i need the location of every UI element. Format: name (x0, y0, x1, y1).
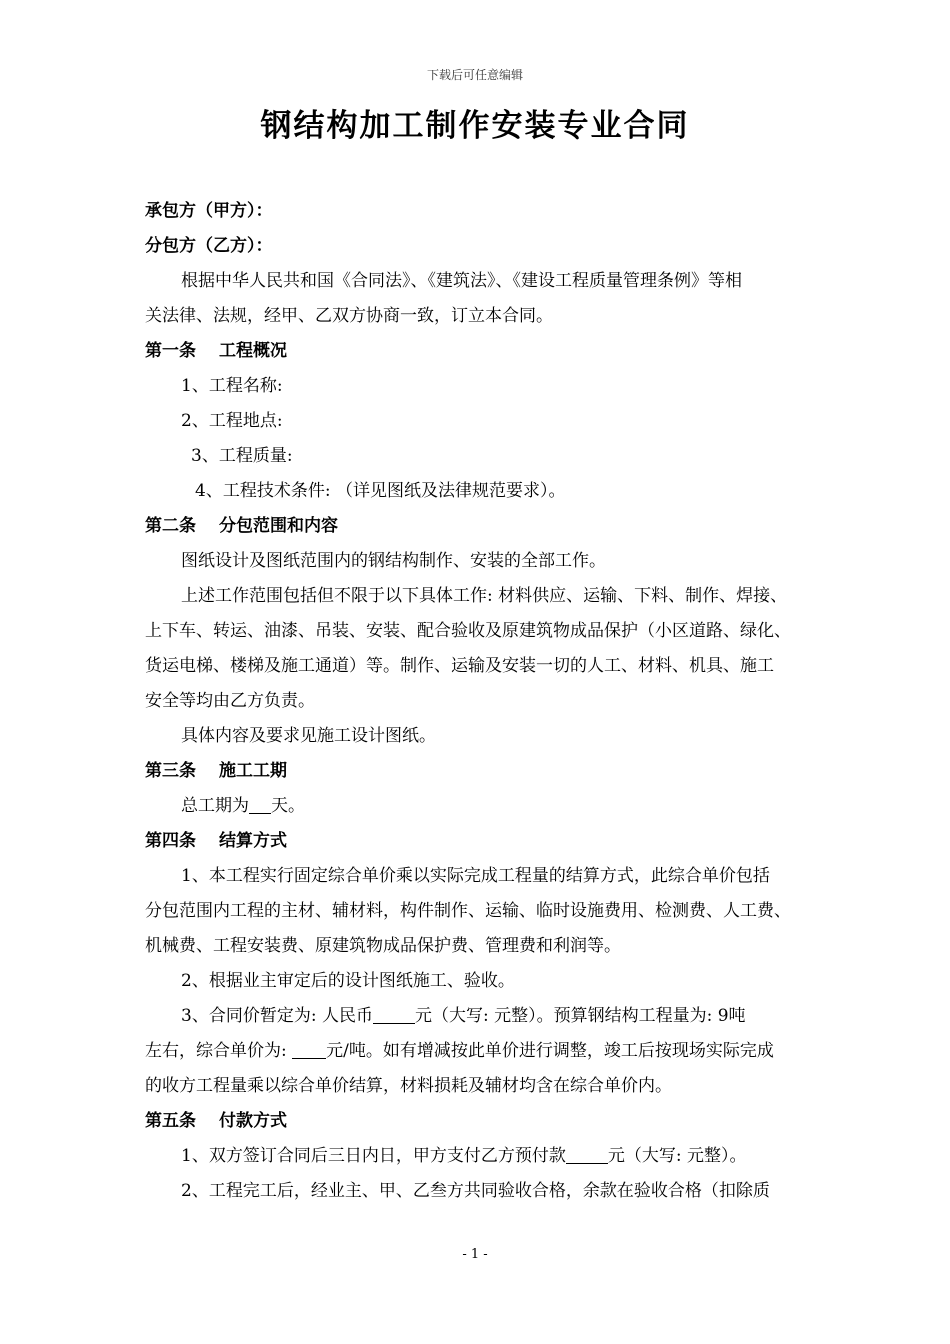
article-1-item: 3、工程质量: (191, 446, 293, 466)
article-title: 结算方式 (219, 831, 287, 851)
contract-price-blank (373, 1005, 415, 1024)
unit-price-label: 左右，综合单价为: (145, 1041, 293, 1061)
article-1-item: 1、工程名称: (181, 376, 283, 396)
contract-price-text: 元（大写: 元整）。预算钢结构工程量为: 9吨 (414, 1006, 746, 1026)
article-3-line (145, 789, 875, 824)
page-number: - 1 - (462, 1247, 488, 1262)
article-number: 第四条 (145, 831, 196, 851)
duration-label: 总工期为 (181, 796, 249, 816)
article-2-line: 上述工作范围包括但不限于以下具体工作: 材料供应、运输、下料、制作、焊接、 (181, 586, 788, 606)
party-b-line: 分包方（乙方）： (145, 236, 273, 256)
unit-price-blank (292, 1040, 326, 1059)
page-header: 下载后可任意编辑 (426, 68, 523, 82)
article-4-line: 1、本工程实行固定综合单价乘以实际完成工程量的结算方式，此综合单价包括 (181, 866, 770, 886)
article-title: 分包范围和内容 (219, 516, 338, 536)
article-number: 第五条 (145, 1111, 196, 1131)
article-number: 第二条 (145, 516, 196, 536)
article-4-line (145, 1034, 875, 1069)
article-5-line: 2、工程完工后，经业主、甲、乙叁方共同验收合格，余款在验收合格（扣除质 (181, 1181, 770, 1201)
advance-payment-label: 1、双方签订合同后三日内日，甲方支付乙方预付款 (181, 1146, 566, 1166)
document-title: 钢结构加工制作安装专业合同 (260, 108, 690, 144)
duration-blank (249, 795, 271, 814)
article-4-line: 分包范围内工程的主材、辅材料，构件制作、运输、临时设施费用、检测费、人工费、 (145, 901, 791, 921)
article-5-line (145, 1139, 875, 1174)
article-2-line: 上下车、转运、油漆、吊装、安装、配合验收及原建筑物成品保护（小区道路、绿化、 (145, 621, 791, 641)
advance-payment-blank (566, 1145, 608, 1164)
article-1-item: 4、工程技术条件: （详见图纸及法律规范要求）。 (195, 481, 566, 501)
article-title: 工程概况 (219, 341, 287, 361)
article-4-line (145, 999, 875, 1034)
article-4-heading (145, 824, 875, 859)
duration-unit: 天。 (271, 796, 305, 816)
article-title: 施工工期 (219, 761, 287, 781)
article-2-line: 具体内容及要求见施工设计图纸。 (181, 726, 436, 746)
article-1-item: 2、工程地点: (181, 411, 283, 431)
party-a-line: 承包方（甲方）： (145, 201, 273, 221)
advance-payment-text: 元（大写: 元整）。 (607, 1146, 747, 1166)
contract-price-label: 3、合同价暂定为: 人民币 (181, 1006, 373, 1026)
article-1-heading (145, 334, 875, 369)
article-4-line: 机械费、工程安装费、原建筑物成品保护费、管理费和利润等。 (145, 936, 621, 956)
article-number: 第一条 (145, 341, 196, 361)
contract-body (145, 194, 875, 1209)
article-2-line: 图纸设计及图纸范围内的钢结构制作、安装的全部工作。 (181, 551, 606, 571)
article-3-heading (145, 754, 875, 789)
article-2-heading (145, 509, 875, 544)
article-2-line: 货运电梯、楼梯及施工通道）等。制作、运输及安装一切的人工、材料、机具、施工 (145, 656, 774, 676)
preamble-line: 根据中华人民共和国《合同法》、《建筑法》、《建设工程质量管理条例》等相 (181, 271, 742, 291)
article-4-line: 的收方工程量乘以综合单价结算，材料损耗及辅材均含在综合单价内。 (145, 1076, 672, 1096)
preamble-line: 关法律、法规，经甲、乙双方协商一致，订立本合同。 (145, 306, 553, 326)
unit-price-text: 元/吨。如有增减按此单价进行调整，竣工后按现场实际完成 (326, 1041, 774, 1061)
article-title: 付款方式 (219, 1111, 287, 1131)
article-number: 第三条 (145, 761, 196, 781)
article-2-line: 安全等均由乙方负责。 (145, 691, 315, 711)
article-5-heading (145, 1104, 875, 1139)
article-4-line: 2、根据业主审定后的设计图纸施工、验收。 (181, 971, 515, 991)
